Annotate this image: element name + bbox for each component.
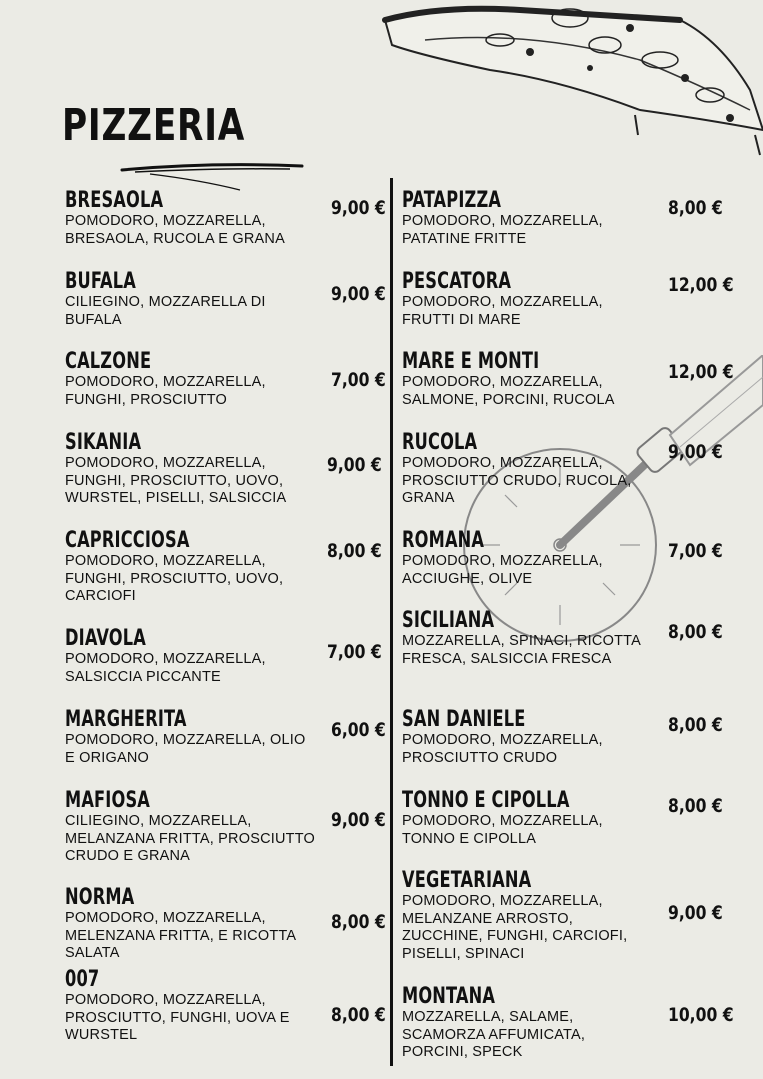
item-description: MOZZARELLA, SPINACI, RICOTTA FRESCA, SALSICCIA FRESCA (402, 633, 641, 667)
item-name: CAPRICCIOSA (65, 528, 190, 553)
item-name: RUCOLA (402, 430, 478, 455)
item-price: 9,00 € (331, 197, 386, 219)
item-description: POMODORO, MOZZARELLA, FRUTTI DI MARE (402, 294, 603, 328)
item-description: POMODORO, MOZZARELLA, PROSCIUTTO CRUDO, RUCOLA, GRANA (402, 455, 632, 506)
item-price: 12,00 € (668, 361, 734, 383)
item-name: TONNO E CIPOLLA (402, 788, 570, 813)
item-price: 7,00 € (327, 641, 382, 663)
item-name: SAN DANIELE (402, 707, 526, 732)
item-description: POMODORO, MOZZARELLA, FUNGHI, PROSCIUTTO, UOVO, WURSTEL, PISELLI, SALSICCIA (65, 455, 287, 506)
item-price: 6,00 € (331, 719, 386, 741)
item-name: PESCATORA (402, 269, 512, 294)
item-description: CILIEGINO, MOZZARELLA, MELANZANA FRITTA, PROSCIUTTO CRUDO E GRANA (65, 813, 315, 864)
item-name: DIAVOLA (65, 626, 146, 651)
item-name: BRESAOLA (65, 188, 164, 213)
item-price: 8,00 € (331, 1004, 386, 1026)
item-price: 9,00 € (331, 283, 386, 305)
item-name: VEGETARIANA (402, 868, 532, 893)
item-price: 9,00 € (668, 902, 723, 924)
item-description: POMODORO, MOZZARELLA, TONNO E CIPOLLA (402, 813, 603, 847)
item-name: SIKANIA (65, 430, 142, 455)
item-name: ROMANA (402, 528, 485, 553)
item-description: CILIEGINO, MOZZARELLA DI BUFALA (65, 294, 266, 328)
item-name: CALZONE (65, 349, 152, 374)
item-name: 007 (65, 967, 100, 992)
item-name: MONTANA (402, 984, 496, 1009)
item-description: POMODORO, MOZZARELLA, MELANZANE ARROSTO, ZUCCHINE, FUNGHI, CARCIOFI, PISELLI, SPINACI (402, 893, 628, 962)
item-price: 9,00 € (327, 454, 382, 476)
item-description: POMODORO, MOZZARELLA, FUNGHI, PROSCIUTTO, UOVO, CARCIOFI (65, 553, 284, 604)
menu-title: PIZZERIA (62, 100, 246, 151)
item-price: 9,00 € (331, 809, 386, 831)
item-price: 7,00 € (668, 540, 723, 562)
item-name: MARE E MONTI (402, 349, 540, 374)
item-price: 9,00 € (668, 441, 723, 463)
item-description: POMODORO, MOZZARELLA, PROSCIUTTO, FUNGHI, UOVA E WURSTEL (65, 992, 290, 1043)
item-description: POMODORO, MOZZARELLA, SALSICCIA PICCANTE (65, 651, 266, 685)
item-name: SICILIANA (402, 608, 495, 633)
item-description: POMODORO, MOZZARELLA, FUNGHI, PROSCIUTTO (65, 374, 266, 408)
item-name: NORMA (65, 885, 135, 910)
item-name: MAFIOSA (65, 788, 151, 813)
item-price: 8,00 € (331, 911, 386, 933)
pizza-slice-illustration (380, 0, 763, 160)
item-price: 8,00 € (668, 197, 723, 219)
item-price: 7,00 € (331, 369, 386, 391)
item-description: MOZZARELLA, SALAME, SCAMORZA AFFUMICATA, PORCINI, SPECK (402, 1009, 586, 1060)
item-description: POMODORO, MOZZARELLA, PATATINE FRITTE (402, 213, 603, 247)
item-description: POMODORO, MOZZARELLA, SALMONE, PORCINI, RUCOLA (402, 374, 615, 408)
column-divider (390, 178, 393, 1066)
item-price: 8,00 € (668, 714, 723, 736)
item-price: 10,00 € (668, 1004, 734, 1026)
item-description: POMODORO, MOZZARELLA, MELENZANA FRITTA, E RICOTTA SALATA (65, 910, 296, 961)
item-description: POMODORO, MOZZARELLA, ACCIUGHE, OLIVE (402, 553, 603, 587)
item-description: POMODORO, MOZZARELLA, PROSCIUTTO CRUDO (402, 732, 603, 766)
item-name: MARGHERITA (65, 707, 187, 732)
item-description: POMODORO, MOZZARELLA, BRESAOLA, RUCOLA E GRANA (65, 213, 285, 247)
item-name: BUFALA (65, 269, 137, 294)
item-price: 8,00 € (668, 795, 723, 817)
item-price: 12,00 € (668, 274, 734, 296)
item-price: 8,00 € (327, 540, 382, 562)
item-name: PATAPIZZA (402, 188, 502, 213)
item-price: 8,00 € (668, 621, 723, 643)
item-description: POMODORO, MOZZARELLA, OLIO E ORIGANO (65, 732, 306, 766)
